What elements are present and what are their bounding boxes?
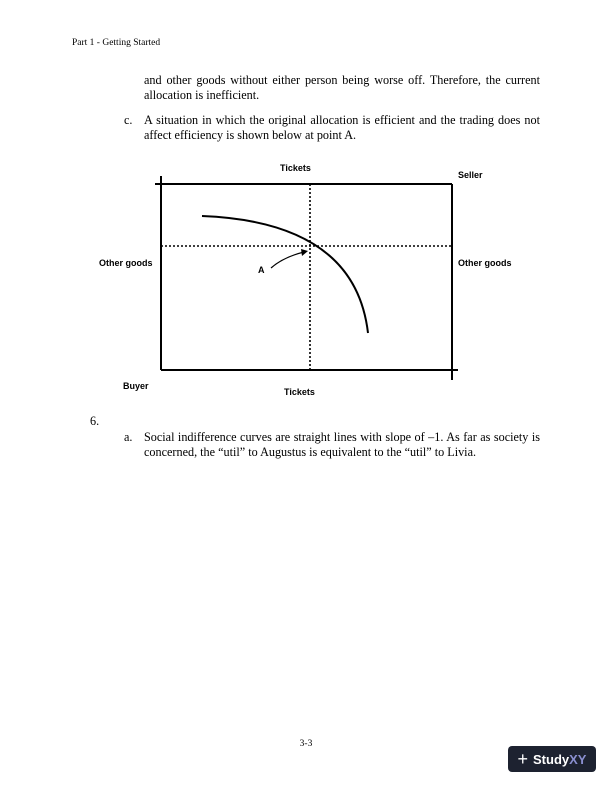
running-header: Part 1 - Getting Started [72, 38, 161, 48]
badge-prefix: Study [533, 751, 570, 767]
point-a-arrowhead [301, 249, 308, 256]
point-a-arrow [271, 252, 304, 268]
item-a-text: Social indifference curves are straight lines with slope of –1. As far as society is concerned, the “util” to Augustus is equivalent to the “util” to Livia. [144, 430, 540, 459]
plus-icon: + [517, 749, 529, 769]
other-goods-label-right: Other goods [458, 258, 512, 268]
point-a-label: A [258, 265, 265, 275]
buyer-label: Buyer [123, 381, 149, 391]
paragraph-inefficient-allocation: and other goods without either person being worse off. Therefore, the current allocation is inefficient. [144, 73, 540, 102]
tickets-label-bottom: Tickets [284, 387, 315, 397]
item-c-marker: c. [124, 113, 133, 127]
badge-suffix: XY [569, 751, 587, 767]
other-goods-label-left: Other goods [99, 258, 153, 268]
seller-label: Seller [458, 170, 483, 180]
item-a-marker: a. [124, 430, 133, 444]
page-number: 3-3 [299, 739, 313, 749]
question-6-number: 6. [90, 414, 100, 428]
item-c-text: A situation in which the original allocation is efficient and the trading does not affect efficiency is shown below at point A. [144, 113, 540, 142]
tickets-label-top: Tickets [280, 163, 311, 173]
indifference-curve [202, 216, 368, 333]
studyxy-badge[interactable] [508, 746, 596, 772]
